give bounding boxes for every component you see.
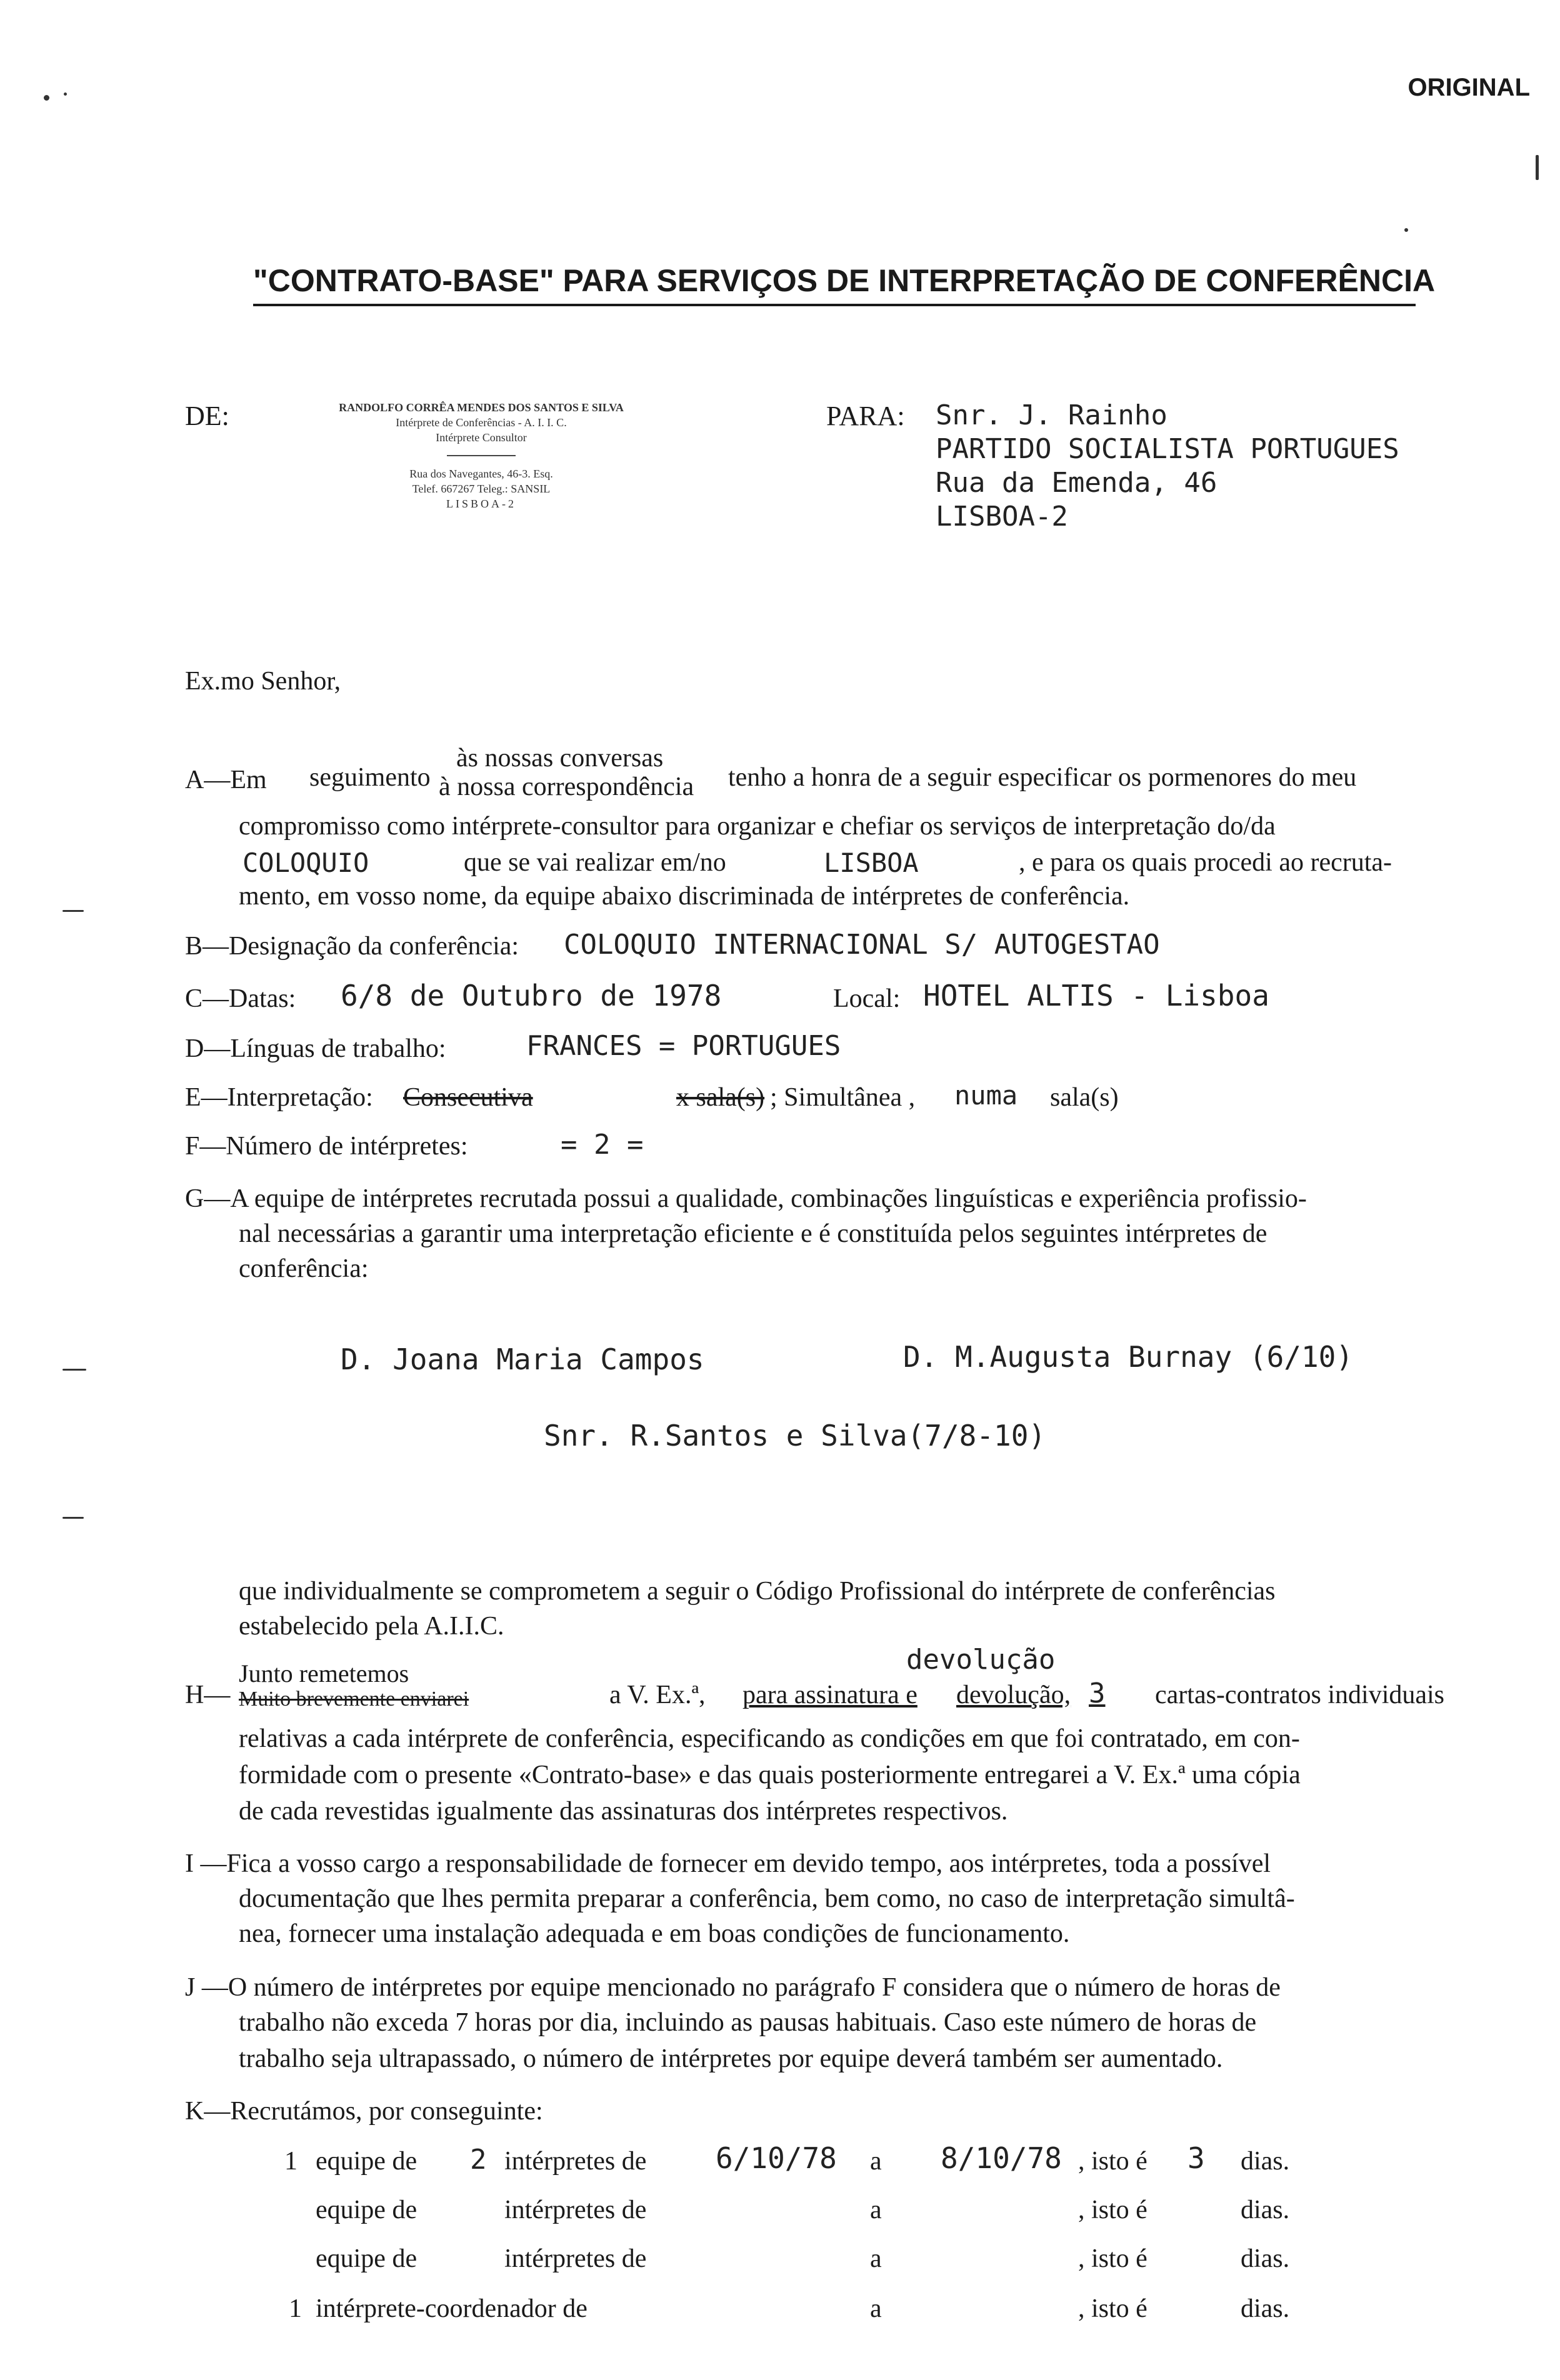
scan-speck [1536, 155, 1539, 180]
recipient-name: Snr. J. Rainho [936, 399, 1168, 431]
rooms-label: sala(s) [1050, 1083, 1119, 1112]
section-a-text: tenho a honra de a seguir especificar os pormenores do meu [728, 763, 1357, 792]
document-title: "CONTRATO-BASE" PARA SERVIÇOS DE INTERPRETAÇÃO DE CONFERÊNCIA [253, 262, 1416, 306]
conference-name: COLOQUIO INTERNACIONAL S/ AUTOGESTAO [564, 929, 1160, 961]
section-h-text: cartas-contratos individuais [1155, 1681, 1445, 1709]
start-date: 6/10/78 [716, 2141, 837, 2175]
option-will-send: Muito brevemente enviarei [239, 1688, 469, 1711]
section-h-letter: H— [185, 1681, 231, 1709]
isto-label: , isto é [1078, 2244, 1148, 2273]
sender-phone: Telef. 667267 Teleg.: SANSIL [412, 482, 551, 495]
section-k-label: K—Recrutámos, por conseguinte: [185, 2097, 543, 2126]
recipient-address [936, 399, 1399, 534]
sender-letterhead [275, 400, 688, 511]
recipient-city: LISBOA-2 [936, 501, 1068, 532]
end-date: 8/10/78 [941, 2141, 1062, 2175]
interpreter-name: D. M.Augusta Burnay (6/10) [903, 1340, 1354, 1374]
option-conversations: às nossas conversas [456, 744, 664, 772]
team-qty: 1 [284, 2147, 298, 2176]
days-label: dias. [1241, 2244, 1290, 2273]
isto-label: , isto é [1078, 2294, 1148, 2323]
section-h-text: para assinatura e [742, 1681, 918, 1709]
commitment-text: que individualmente se comprometem a seguir o Código Profissional do intérprete de conferências [239, 1577, 1276, 1606]
to-word: a [870, 2244, 882, 2273]
original-stamp: ORIGINAL [1408, 74, 1530, 101]
section-g-text: nal necessárias a garantir uma interpretação eficiente e é constituída pelos seguintes intérpretes de [239, 1219, 1268, 1248]
interpreter-name: Snr. R.Santos e Silva(7/8-10) [544, 1419, 1046, 1452]
section-e-label: E—Interpretação: [185, 1083, 373, 1112]
conference-venue: HOTEL ALTIS - Lisboa [923, 979, 1269, 1012]
section-i-text: nea, fornecer uma instalação adequada e em boas condições de funcionamento. [239, 1919, 1070, 1948]
section-c-label: C—Datas: [185, 984, 296, 1013]
section-a-text: , e para os quais procedi ao recruta- [1019, 848, 1392, 877]
sender-role-2: Intérprete Consultor [436, 431, 527, 444]
scan-speck [44, 95, 49, 101]
section-g-text: conferência: [239, 1254, 369, 1283]
to-word: a [870, 2147, 882, 2176]
team-interpreters: 2 [470, 2144, 487, 2176]
struck-rooms: x sala(s) [676, 1083, 765, 1112]
simultaneous-label: ; Simultânea , [770, 1083, 916, 1112]
struck-consecutive: Consecutiva [403, 1083, 533, 1112]
from-label: DE: [185, 401, 229, 431]
section-a-text: compromisso como intérprete-consultor para organizar e chefiar os serviços de interpretação do/da [239, 812, 1276, 841]
sender-address: Rua dos Navegantes, 46-3. Esq. [409, 468, 553, 480]
section-j-text: trabalho não exceda 7 horas por dia, incluindo as pausas habituais. Caso este número de horas de [239, 2008, 1257, 2037]
isto-label: , isto é [1078, 2196, 1148, 2224]
section-f-label: F—Número de intérpretes: [185, 1132, 468, 1161]
section-a-text: mento, em vosso nome, da equipe abaixo discriminada de intérpretes de conferência. [239, 882, 1130, 911]
sender-city: LISBOA-2 [446, 498, 516, 510]
sender-name: RANDOLFO CORRÊA MENDES DOS SANTOS E SILVA [339, 401, 624, 414]
letter-count: 3 [1089, 1678, 1106, 1709]
interpreter-count: = 2 = [561, 1129, 644, 1161]
scan-speck [62, 1369, 86, 1371]
section-a-text: que se vai realizar em/no [464, 848, 726, 877]
salutation: Ex.mo Senhor, [185, 667, 341, 696]
section-i-text: I —Fica a vosso cargo a responsabilidade de fornecer em devido tempo, aos intérpretes, toda a possível [185, 1849, 1271, 1878]
section-h-text: relativas a cada intérprete de conferência, especificando as condições em que foi contratado, em con- [239, 1724, 1300, 1753]
sender-role: Intérprete de Conferências - A. I. I. C. [396, 416, 567, 429]
divider [447, 455, 516, 456]
room-count: numa [954, 1080, 1018, 1111]
event-name: COLOQUIO [242, 848, 369, 878]
team-label: equipe de [316, 2147, 418, 2176]
section-d-label: D—Línguas de trabalho: [185, 1034, 446, 1063]
section-h-text: formidade com o presente «Contrato-base» e das quais posteriormente entregarei a V. Ex.ª uma cópia [239, 1761, 1301, 1789]
scan-speck [62, 1517, 84, 1519]
days-label: dias. [1241, 2196, 1290, 2224]
interpreters-label: intérpretes de [504, 2244, 647, 2273]
conference-dates: 6/8 de Outubro de 1978 [341, 979, 722, 1012]
section-a-letter: A—Em [185, 766, 267, 794]
section-j-text: trabalho seja ultrapassado, o número de intérpretes por equipe deverá também ser aumentado. [239, 2044, 1223, 2073]
days-label: dias. [1241, 2294, 1290, 2323]
option-sent: Junto remetemos [239, 1659, 409, 1688]
commitment-text: estabelecido pela A.I.I.C. [239, 1612, 504, 1641]
event-city: LISBOA [824, 848, 919, 878]
to-label: PARA: [826, 401, 905, 431]
team-label: equipe de [316, 2196, 418, 2224]
recipient-street: Rua da Emenda, 46 [936, 467, 1218, 499]
recipient-org: PARTIDO SOCIALISTA PORTUGUES [936, 433, 1399, 465]
local-label: Local: [833, 984, 901, 1013]
day-count: 3 [1188, 2141, 1205, 2175]
scan-speck [62, 910, 84, 912]
section-a-options [439, 744, 694, 801]
interpreter-name: D. Joana Maria Campos [341, 1342, 704, 1376]
working-languages: FRANCES = PORTUGUES [526, 1030, 841, 1062]
days-label: dias. [1241, 2147, 1290, 2176]
section-a-seguimento: seguimento [309, 763, 431, 792]
team-label: equipe de [316, 2244, 418, 2273]
isto-label: , isto é [1078, 2147, 1148, 2176]
section-h-text: de cada revestidas igualmente das assinaturas dos intérpretes respectivos. [239, 1797, 1008, 1826]
interpreters-label: intérpretes de [504, 2147, 647, 2176]
section-b-label: B—Designação da conferência: [185, 932, 519, 961]
scan-speck [1404, 228, 1408, 232]
interpreters-label: intérpretes de [504, 2196, 647, 2224]
section-g-text: G—A equipe de intérpretes recrutada possui a qualidade, combinações linguísticas e experiência profissio- [185, 1184, 1307, 1213]
section-j-text: J —O número de intérpretes por equipe mencionado no parágrafo F considera que o número de horas de [185, 1973, 1281, 2002]
section-i-text: documentação que lhes permita preparar a conferência, bem como, no caso de interpretação simultâ- [239, 1884, 1295, 1913]
section-h-text: a V. Ex.ª, [609, 1681, 706, 1709]
struck-return: devolução, [956, 1681, 1071, 1709]
handwritten-insert: devolução [906, 1644, 1056, 1676]
coordinator-label: intérprete-coordenador de [316, 2294, 588, 2323]
coordinator-qty: 1 [289, 2294, 302, 2323]
scan-speck [64, 92, 67, 96]
to-word: a [870, 2294, 882, 2323]
option-correspondence: à nossa correspondência [439, 772, 694, 801]
to-word: a [870, 2196, 882, 2224]
